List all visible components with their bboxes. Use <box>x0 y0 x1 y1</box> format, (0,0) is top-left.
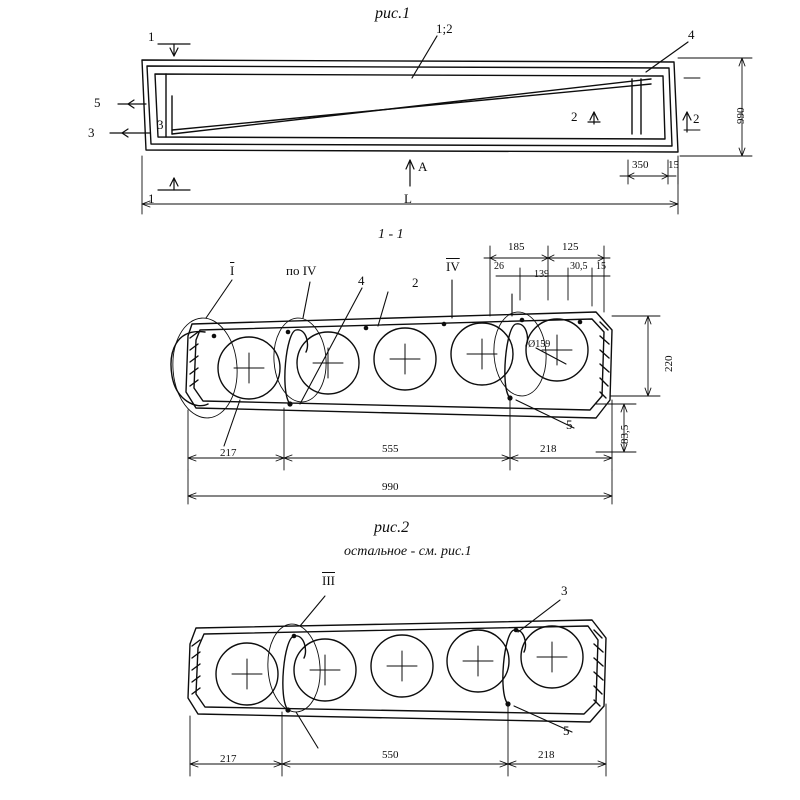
section-pos-I: $\overline{I}$ <box>230 263 235 278</box>
fig1-dimensions <box>142 58 752 214</box>
fig2-dim-217: 217 <box>220 753 237 765</box>
section-dim-125: 125 <box>562 241 579 253</box>
fig1-length-L: L <box>404 191 412 206</box>
section-dim-185: 185 <box>508 241 525 253</box>
fig1-mark-3-inner: 3 <box>157 117 164 132</box>
fig2-note: остальное - см. рис.1 <box>344 544 472 559</box>
fig1-dim-990: 990 <box>735 107 747 124</box>
section-mark-5: 5 <box>566 417 573 432</box>
fig1-mark-1-2: 1;2 <box>436 21 453 36</box>
fig1-cut-mark-top: 1 <box>148 29 155 44</box>
section-dim-26: 26 <box>494 261 504 272</box>
fig2-leaders <box>296 596 572 748</box>
section-mark-2: 2 <box>412 275 419 290</box>
section-dim-15: 15 <box>596 261 606 272</box>
fig1-dim-15: 15 <box>668 159 679 171</box>
fig2-mark-5: 5 <box>563 723 570 738</box>
section-hole-diameter: Ø159 <box>528 339 551 350</box>
fig2-dim-218: 218 <box>538 749 555 761</box>
section-dim-83-5: 83,5 <box>619 424 631 444</box>
section-po-IV: по IV <box>286 263 317 278</box>
fig2-pos-III: $\overline{III}$ <box>322 573 335 588</box>
section-dim-217: 217 <box>220 447 237 459</box>
section-dim-220: 220 <box>663 355 675 372</box>
section-dimensions <box>188 246 660 504</box>
fig1-title: рис.1 <box>375 5 411 22</box>
fig2-mark-3: 3 <box>561 583 568 598</box>
section-pos-IV: $\overline{IV}$ <box>446 259 460 274</box>
section-dim-990: 990 <box>382 481 399 493</box>
fig2-outline <box>188 620 606 722</box>
section-dim-218: 218 <box>540 443 557 455</box>
fig1-mark-2-edge: 2 <box>693 111 700 126</box>
section-1-1-outline <box>170 310 612 420</box>
section-dim-139: 139 <box>534 269 549 280</box>
fig2-title: рис.2 <box>374 519 410 536</box>
fig1-cut-mark-bottom: 1 <box>148 191 155 206</box>
fig1-section-marks <box>110 36 691 190</box>
fig1-plan-outline <box>142 60 678 152</box>
section-leaders <box>206 280 574 446</box>
fig1-mark-5: 5 <box>94 95 101 110</box>
fig1-mark-2: 2 <box>571 109 578 124</box>
section-mark-4: 4 <box>358 273 365 288</box>
fig2-dim-550: 550 <box>382 749 399 761</box>
fig1-mark-A: A <box>418 159 428 174</box>
fig1-mark-4: 4 <box>688 27 695 42</box>
section-dim-30-5: 30,5 <box>570 261 588 272</box>
section-title: 1 - 1 <box>378 227 404 242</box>
section-dim-555: 555 <box>382 443 399 455</box>
fig1-mark-3-left: 3 <box>88 125 95 140</box>
fig1-dim-350: 350 <box>632 159 649 171</box>
